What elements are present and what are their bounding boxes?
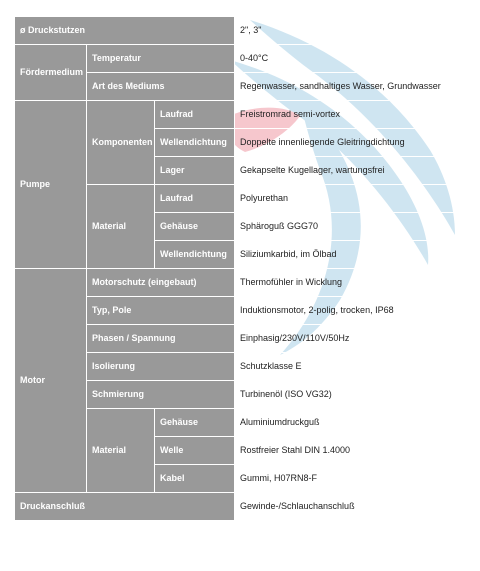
row-value: Gummi, H07RN8-F (235, 465, 467, 493)
row-label: Phasen / Spannung (87, 325, 235, 353)
row-value: Freistromrad semi-vortex (235, 101, 467, 129)
row-value: Gekapselte Kugellager, wartungsfrei (235, 157, 467, 185)
table-row (15, 45, 467, 73)
row-label: ø Druckstutzen (15, 17, 235, 45)
row-label: Gehäuse (155, 213, 235, 241)
row-value: Turbinenöl (ISO VG32) (235, 381, 467, 409)
row-value: 2", 3" (235, 17, 467, 45)
subgroup-label: Material (87, 409, 155, 493)
row-value: Thermofühler in Wicklung (235, 269, 467, 297)
group-label: Motor (15, 269, 87, 493)
row-label: Welle (155, 437, 235, 465)
row-value: Doppelte innenliegende Gleitringdichtung (235, 129, 467, 157)
row-value: Siliziumkarbid, im Ölbad (235, 241, 467, 269)
group-label: Pumpe (15, 101, 87, 269)
group-label: Fördermedium (15, 45, 87, 101)
row-value: Induktionsmotor, 2-polig, trocken, IP68 (235, 297, 467, 325)
row-value: Einphasig/230V/110V/50Hz (235, 325, 467, 353)
row-label: Art des Mediums (87, 73, 235, 101)
row-label: Temperatur (87, 45, 235, 73)
table-row (15, 17, 467, 45)
subgroup-label: Material (87, 185, 155, 269)
row-label: Gehäuse (155, 409, 235, 437)
row-label: Isolierung (87, 353, 235, 381)
row-label: Lager (155, 157, 235, 185)
spec-table (14, 16, 467, 521)
row-value: Sphäroguß GGG70 (235, 213, 467, 241)
row-label: Wellendichtung (155, 129, 235, 157)
row-value: Aluminiumdruckguß (235, 409, 467, 437)
table-row (15, 269, 467, 297)
subgroup-label: Komponenten (87, 101, 155, 185)
table-row (15, 493, 467, 521)
table-row (15, 101, 467, 129)
row-value: Gewinde-/Schlauchanschluß (235, 493, 467, 521)
row-label: Schmierung (87, 381, 235, 409)
row-value: Polyurethan (235, 185, 467, 213)
row-value: Regenwasser, sandhaltiges Wasser, Grundwasser (235, 73, 467, 101)
row-value: Rostfreier Stahl DIN 1.4000 (235, 437, 467, 465)
row-label: Kabel (155, 465, 235, 493)
row-value: Schutzklasse E (235, 353, 467, 381)
row-label: Druckanschluß (15, 493, 235, 521)
row-label: Typ, Pole (87, 297, 235, 325)
row-label: Motorschutz (eingebaut) (87, 269, 235, 297)
row-label: Laufrad (155, 185, 235, 213)
row-label: Laufrad (155, 101, 235, 129)
row-value: 0-40°C (235, 45, 467, 73)
row-label: Wellendichtung (155, 241, 235, 269)
